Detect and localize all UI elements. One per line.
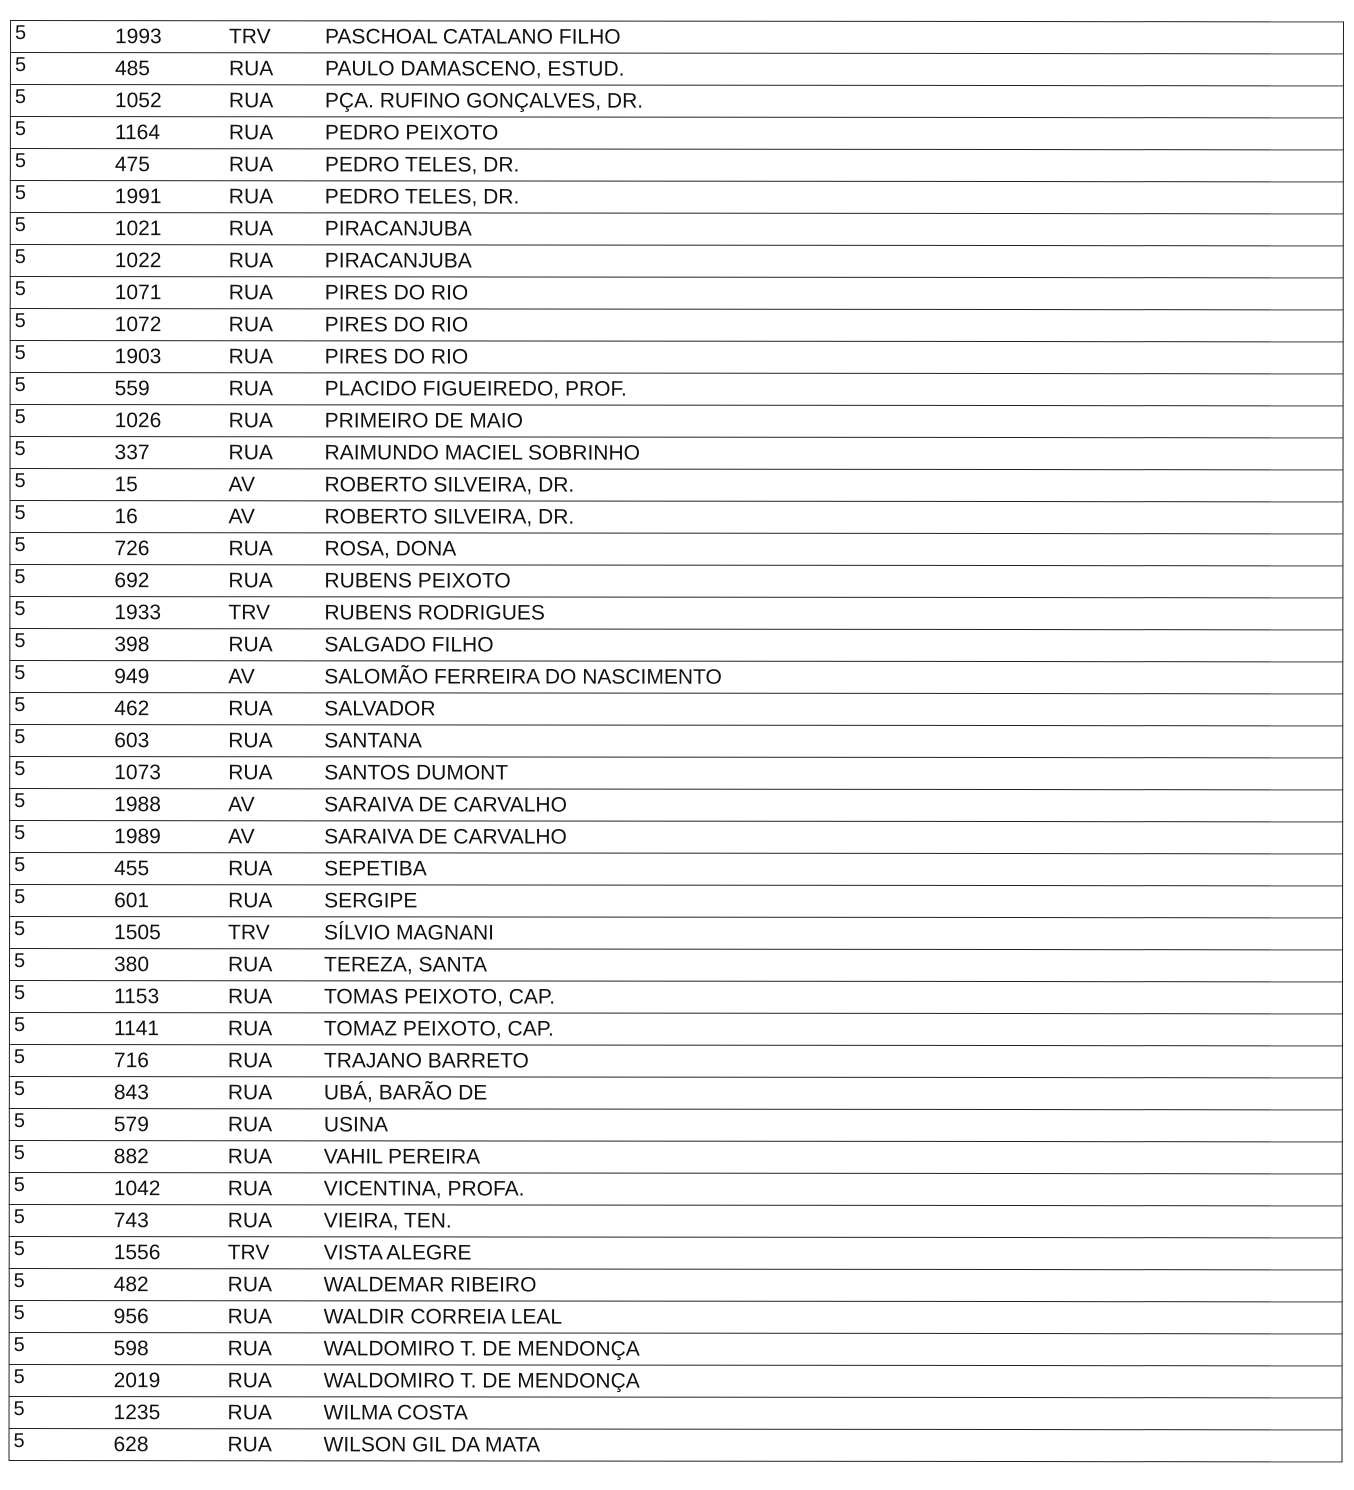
street-type-cell: RUA bbox=[224, 1205, 318, 1237]
zone-cell: 5 bbox=[10, 693, 105, 725]
table-row bbox=[9, 1077, 1342, 1110]
zone-cell: 5 bbox=[9, 1013, 104, 1045]
street-name-cell: PASCHOAL CATALANO FILHO bbox=[319, 21, 1344, 54]
table-row bbox=[10, 213, 1343, 246]
zone-cell: 5 bbox=[10, 565, 105, 597]
street-name-cell: PIRACANJUBA bbox=[319, 213, 1344, 246]
street-name-cell: TOMAZ PEIXOTO, CAP. bbox=[318, 1013, 1343, 1046]
street-type-cell: RUA bbox=[224, 1173, 318, 1205]
zone-cell: 5 bbox=[9, 1396, 104, 1428]
street-type-cell: RUA bbox=[224, 629, 318, 661]
street-name-cell: RAIMUNDO MACIEL SOBRINHO bbox=[319, 437, 1344, 470]
street-type-cell: RUA bbox=[224, 757, 318, 789]
street-type-cell: RUA bbox=[224, 853, 318, 885]
table-row bbox=[10, 309, 1343, 342]
street-type-cell: RUA bbox=[224, 1301, 318, 1333]
table-row bbox=[9, 1204, 1342, 1237]
street-type-cell: RUA bbox=[225, 437, 319, 469]
street-name-cell: ROSA, DONA bbox=[318, 533, 1343, 566]
zone-cell: 5 bbox=[9, 1236, 104, 1268]
zone-cell: 5 bbox=[9, 1332, 104, 1364]
street-type-cell: RUA bbox=[225, 245, 319, 277]
street-type-cell: RUA bbox=[225, 341, 319, 373]
street-name-cell: PEDRO TELES, DR. bbox=[319, 149, 1344, 182]
table-row bbox=[9, 1268, 1342, 1301]
table-row bbox=[10, 757, 1343, 790]
street-name-cell: PLACIDO FIGUEIREDO, PROF. bbox=[319, 373, 1344, 406]
street-type-cell: RUA bbox=[224, 1397, 318, 1429]
street-name-cell: SALGADO FILHO bbox=[318, 629, 1343, 662]
street-type-cell: RUA bbox=[224, 1141, 318, 1173]
street-name-cell: SARAIVA DE CARVALHO bbox=[318, 821, 1343, 854]
street-type-cell: RUA bbox=[224, 1077, 318, 1109]
street-name-cell: WALDOMIRO T. DE MENDONÇA bbox=[318, 1365, 1343, 1398]
zone-cell: 5 bbox=[9, 1204, 104, 1236]
street-type-cell: RUA bbox=[223, 1429, 317, 1461]
street-name-cell: VISTA ALEGRE bbox=[318, 1237, 1343, 1270]
street-type-cell: RUA bbox=[224, 981, 318, 1013]
zone-cell: 5 bbox=[10, 213, 105, 245]
street-name-cell: USINA bbox=[318, 1109, 1343, 1142]
code-cell: 2019 bbox=[104, 1365, 224, 1397]
code-cell: 628 bbox=[103, 1429, 223, 1461]
street-name-cell: VIEIRA, TEN. bbox=[318, 1205, 1343, 1238]
street-type-cell: RUA bbox=[224, 1109, 318, 1141]
table-row bbox=[10, 117, 1343, 150]
street-name-cell: ROBERTO SILVEIRA, DR. bbox=[318, 501, 1343, 534]
table-row bbox=[10, 437, 1343, 470]
table-row bbox=[9, 1300, 1342, 1333]
table-row bbox=[10, 373, 1343, 406]
code-cell: 1903 bbox=[105, 341, 225, 373]
code-cell: 882 bbox=[104, 1141, 224, 1173]
code-cell: 956 bbox=[104, 1301, 224, 1333]
zone-cell: 5 bbox=[10, 917, 105, 949]
table-row bbox=[10, 341, 1343, 374]
street-type-cell: TRV bbox=[224, 1237, 318, 1269]
table-row bbox=[10, 661, 1343, 694]
street-name-cell: WALDOMIRO T. DE MENDONÇA bbox=[318, 1333, 1343, 1366]
zone-cell: 5 bbox=[10, 853, 105, 885]
street-type-cell: AV bbox=[224, 501, 318, 533]
street-type-cell: RUA bbox=[225, 373, 319, 405]
zone-cell: 5 bbox=[10, 533, 105, 565]
code-cell: 1556 bbox=[104, 1237, 224, 1269]
zone-cell: 5 bbox=[10, 117, 105, 149]
table-row bbox=[10, 469, 1343, 502]
table-row bbox=[10, 629, 1343, 662]
table-row bbox=[10, 597, 1343, 630]
zone-cell: 5 bbox=[9, 1045, 104, 1077]
table-row bbox=[9, 1428, 1342, 1461]
code-cell: 726 bbox=[104, 533, 224, 565]
code-cell: 1022 bbox=[105, 245, 225, 277]
street-name-cell: PRIMEIRO DE MAIO bbox=[319, 405, 1344, 438]
code-cell: 843 bbox=[104, 1077, 224, 1109]
street-type-cell: TRV bbox=[224, 917, 318, 949]
street-name-cell: PAULO DAMASCENO, ESTUD. bbox=[319, 53, 1344, 86]
street-name-cell: VAHIL PEREIRA bbox=[318, 1141, 1343, 1174]
street-name-cell: UBÁ, BARÃO DE bbox=[318, 1077, 1343, 1110]
street-name-cell: PIRES DO RIO bbox=[319, 341, 1344, 374]
street-name-cell: SANTANA bbox=[318, 725, 1343, 758]
street-type-cell: AV bbox=[224, 661, 318, 693]
table-row bbox=[10, 149, 1343, 182]
table-row bbox=[10, 181, 1343, 214]
table-row bbox=[9, 1172, 1342, 1205]
zone-cell: 5 bbox=[10, 789, 105, 821]
street-table-body bbox=[9, 21, 1344, 1462]
code-cell: 559 bbox=[105, 373, 225, 405]
table-row bbox=[9, 1396, 1342, 1429]
code-cell: 1235 bbox=[104, 1397, 224, 1429]
table-row bbox=[10, 405, 1343, 438]
street-type-cell: RUA bbox=[225, 85, 319, 117]
code-cell: 743 bbox=[104, 1205, 224, 1237]
street-name-cell: PEDRO TELES, DR. bbox=[319, 181, 1344, 214]
table-row bbox=[10, 85, 1343, 118]
zone-cell: 5 bbox=[9, 1300, 104, 1332]
street-name-cell: SEPETIBA bbox=[318, 853, 1343, 886]
street-name-cell: WALDIR CORREIA LEAL bbox=[318, 1301, 1343, 1334]
zone-cell: 5 bbox=[9, 1364, 104, 1396]
street-type-cell: RUA bbox=[225, 213, 319, 245]
code-cell: 16 bbox=[104, 501, 224, 533]
zone-cell: 5 bbox=[10, 21, 105, 53]
code-cell: 579 bbox=[104, 1109, 224, 1141]
street-name-cell: SARAIVA DE CARVALHO bbox=[318, 789, 1343, 822]
street-name-cell: WILSON GIL DA MATA bbox=[317, 1429, 1342, 1462]
street-type-cell: RUA bbox=[225, 181, 319, 213]
street-name-cell: PÇA. RUFINO GONÇALVES, DR. bbox=[319, 85, 1344, 118]
street-type-cell: RUA bbox=[225, 53, 319, 85]
table-row bbox=[9, 1332, 1342, 1365]
table-row bbox=[9, 1013, 1342, 1046]
code-cell: 949 bbox=[104, 661, 224, 693]
code-cell: 1141 bbox=[104, 1013, 224, 1045]
zone-cell: 5 bbox=[10, 437, 105, 469]
zone-cell: 5 bbox=[9, 1077, 104, 1109]
table-row bbox=[10, 245, 1343, 278]
zone-cell: 5 bbox=[10, 245, 105, 277]
table-row bbox=[10, 501, 1343, 534]
street-type-cell: RUA bbox=[224, 693, 318, 725]
street-name-cell: TRAJANO BARRETO bbox=[318, 1045, 1343, 1078]
table-row bbox=[9, 1140, 1342, 1173]
zone-cell: 5 bbox=[10, 85, 105, 117]
street-type-cell: RUA bbox=[224, 1333, 318, 1365]
zone-cell: 5 bbox=[10, 341, 105, 373]
zone-cell: 5 bbox=[10, 149, 105, 181]
street-name-cell: TEREZA, SANTA bbox=[318, 949, 1343, 982]
code-cell: 1505 bbox=[104, 917, 224, 949]
table-row bbox=[9, 1108, 1342, 1141]
street-table bbox=[8, 20, 1344, 1462]
street-type-cell: RUA bbox=[224, 533, 318, 565]
code-cell: 462 bbox=[104, 693, 224, 725]
code-cell: 1026 bbox=[105, 405, 225, 437]
street-type-cell: RUA bbox=[225, 309, 319, 341]
code-cell: 716 bbox=[104, 1045, 224, 1077]
zone-cell: 5 bbox=[9, 1140, 104, 1172]
zone-cell: 5 bbox=[10, 821, 105, 853]
street-name-cell: PIRACANJUBA bbox=[319, 245, 1344, 278]
code-cell: 1989 bbox=[104, 821, 224, 853]
zone-cell: 5 bbox=[10, 629, 105, 661]
street-name-cell: SANTOS DUMONT bbox=[318, 757, 1343, 790]
street-type-cell: RUA bbox=[225, 277, 319, 309]
code-cell: 455 bbox=[104, 853, 224, 885]
table-row bbox=[10, 725, 1343, 758]
street-type-cell: RUA bbox=[225, 405, 319, 437]
street-type-cell: RUA bbox=[224, 725, 318, 757]
code-cell: 1071 bbox=[105, 277, 225, 309]
table-row bbox=[10, 277, 1343, 310]
street-name-cell: PEDRO PEIXOTO bbox=[319, 117, 1344, 150]
zone-cell: 5 bbox=[9, 1108, 104, 1140]
code-cell: 485 bbox=[105, 53, 225, 85]
street-type-cell: RUA bbox=[224, 885, 318, 917]
code-cell: 1164 bbox=[105, 117, 225, 149]
table-row bbox=[9, 1045, 1342, 1078]
code-cell: 1988 bbox=[104, 789, 224, 821]
street-name-cell: PIRES DO RIO bbox=[319, 277, 1344, 310]
code-cell: 380 bbox=[104, 949, 224, 981]
street-type-cell: RUA bbox=[224, 1013, 318, 1045]
table-row bbox=[10, 821, 1343, 854]
code-cell: 1993 bbox=[105, 21, 225, 53]
street-type-cell: RUA bbox=[225, 149, 319, 181]
code-cell: 692 bbox=[104, 565, 224, 597]
zone-cell: 5 bbox=[10, 757, 105, 789]
street-type-cell: RUA bbox=[224, 1269, 318, 1301]
table-row bbox=[9, 1364, 1342, 1397]
street-type-cell: TRV bbox=[225, 21, 319, 53]
street-type-cell: AV bbox=[224, 469, 318, 501]
street-name-cell: SERGIPE bbox=[318, 885, 1343, 918]
code-cell: 1052 bbox=[105, 85, 225, 117]
street-type-cell: RUA bbox=[224, 1045, 318, 1077]
zone-cell: 5 bbox=[10, 501, 105, 533]
code-cell: 1021 bbox=[105, 213, 225, 245]
street-type-cell: RUA bbox=[224, 1365, 318, 1397]
street-name-cell: ROBERTO SILVEIRA, DR. bbox=[318, 469, 1343, 502]
table-row bbox=[10, 789, 1343, 822]
code-cell: 598 bbox=[104, 1333, 224, 1365]
code-cell: 1072 bbox=[105, 309, 225, 341]
table-row bbox=[10, 853, 1343, 886]
code-cell: 603 bbox=[104, 725, 224, 757]
street-name-cell: SALOMÃO FERREIRA DO NASCIMENTO bbox=[318, 661, 1343, 694]
street-name-cell: PIRES DO RIO bbox=[319, 309, 1344, 342]
zone-cell: 5 bbox=[10, 53, 105, 85]
zone-cell: 5 bbox=[10, 885, 105, 917]
table-row bbox=[10, 917, 1343, 950]
street-name-cell: TOMAS PEIXOTO, CAP. bbox=[318, 981, 1343, 1014]
street-type-cell: RUA bbox=[225, 117, 319, 149]
code-cell: 1153 bbox=[104, 981, 224, 1013]
code-cell: 482 bbox=[104, 1269, 224, 1301]
zone-cell: 5 bbox=[10, 469, 105, 501]
street-list-sheet bbox=[8, 20, 1344, 1462]
street-name-cell: RUBENS RODRIGUES bbox=[318, 597, 1343, 630]
zone-cell: 5 bbox=[10, 725, 105, 757]
table-row bbox=[10, 533, 1343, 566]
table-row bbox=[10, 21, 1343, 54]
street-type-cell: TRV bbox=[224, 597, 318, 629]
table-row bbox=[9, 949, 1342, 982]
street-type-cell: RUA bbox=[224, 949, 318, 981]
zone-cell: 5 bbox=[9, 949, 104, 981]
table-row bbox=[10, 565, 1343, 598]
table-row bbox=[9, 981, 1342, 1014]
street-name-cell: VICENTINA, PROFA. bbox=[318, 1173, 1343, 1206]
table-row bbox=[10, 693, 1343, 726]
zone-cell: 5 bbox=[9, 1172, 104, 1204]
code-cell: 601 bbox=[104, 885, 224, 917]
zone-cell: 5 bbox=[9, 1428, 104, 1460]
zone-cell: 5 bbox=[10, 181, 105, 213]
zone-cell: 5 bbox=[10, 309, 105, 341]
code-cell: 1042 bbox=[104, 1173, 224, 1205]
street-name-cell: SALVADOR bbox=[318, 693, 1343, 726]
zone-cell: 5 bbox=[10, 277, 105, 309]
street-name-cell: RUBENS PEIXOTO bbox=[318, 565, 1343, 598]
street-type-cell: RUA bbox=[224, 565, 318, 597]
code-cell: 1933 bbox=[104, 597, 224, 629]
code-cell: 1073 bbox=[104, 757, 224, 789]
street-name-cell: WALDEMAR RIBEIRO bbox=[318, 1269, 1343, 1302]
street-name-cell: WILMA COSTA bbox=[318, 1397, 1343, 1430]
table-row bbox=[9, 1236, 1342, 1269]
zone-cell: 5 bbox=[10, 373, 105, 405]
code-cell: 337 bbox=[105, 437, 225, 469]
zone-cell: 5 bbox=[9, 981, 104, 1013]
code-cell: 15 bbox=[104, 469, 224, 501]
code-cell: 398 bbox=[104, 629, 224, 661]
zone-cell: 5 bbox=[9, 1268, 104, 1300]
code-cell: 475 bbox=[105, 149, 225, 181]
table-row bbox=[10, 885, 1343, 918]
street-name-cell: SÍLVIO MAGNANI bbox=[318, 917, 1343, 950]
street-type-cell: AV bbox=[224, 789, 318, 821]
street-type-cell: AV bbox=[224, 821, 318, 853]
zone-cell: 5 bbox=[10, 405, 105, 437]
table-row bbox=[10, 53, 1343, 86]
code-cell: 1991 bbox=[105, 181, 225, 213]
zone-cell: 5 bbox=[10, 597, 105, 629]
zone-cell: 5 bbox=[10, 661, 105, 693]
